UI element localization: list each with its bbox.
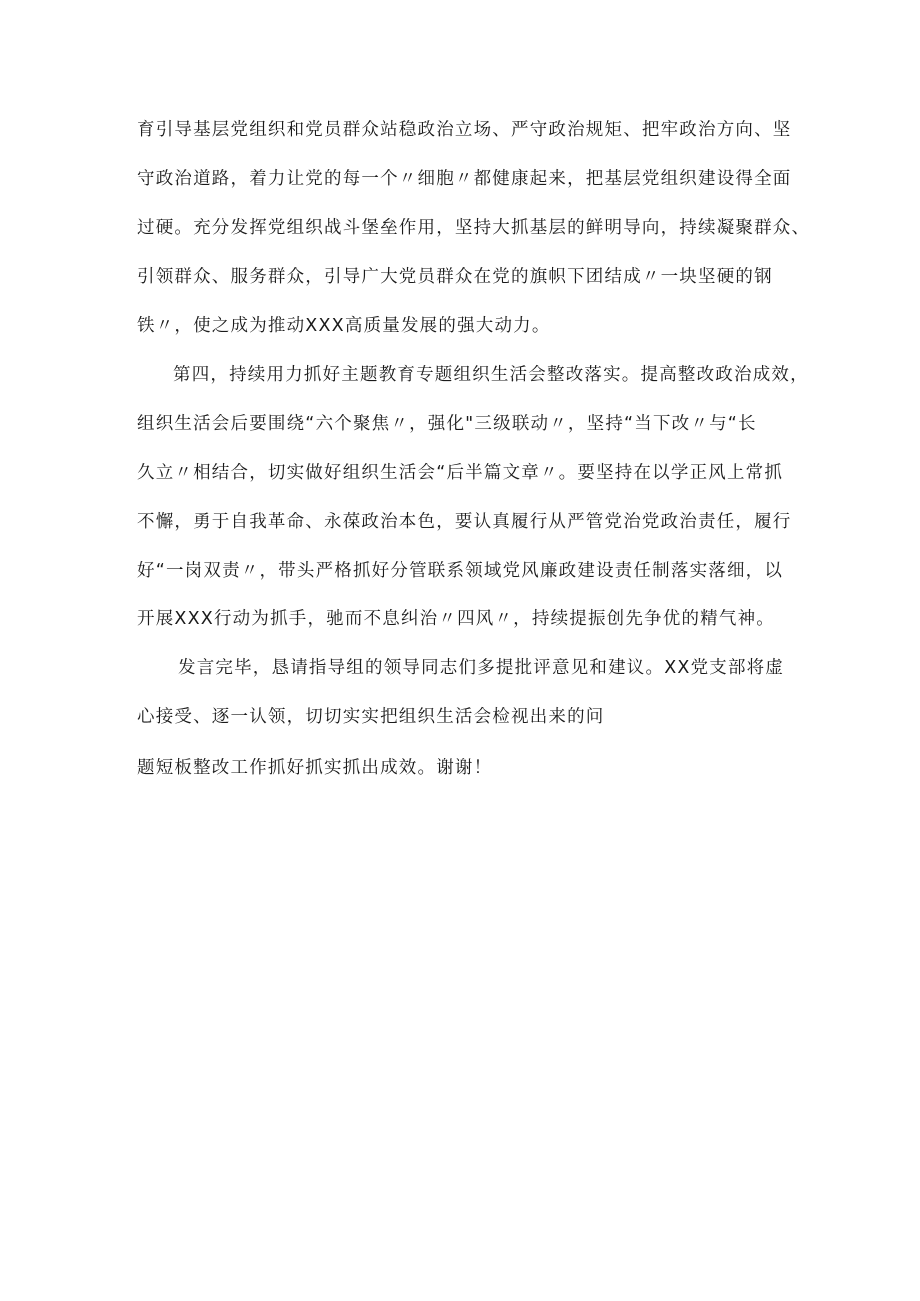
paragraph-line: 引领群众、服务群众，引导广大党员群众在党的旗帜下团结成〃一块坚硬的钢 — [137, 267, 773, 287]
paragraph-line: 组织生活会后要围绕“六个聚焦〃，强化"三级联动〃，坚持“当下改〃与“长 — [137, 414, 757, 434]
paragraph-line: 守政治道路，着力让党的每一个〃细胞〃都健康起来，把基层党组织建设得全面 — [137, 169, 792, 189]
paragraph-line: 好“一岗双责〃，带头严格抓好分管联系领域党风廉政建设责任制落实落细，以 — [137, 561, 784, 581]
paragraph-line: 不懈，勇于自我革命、永葆政治本色，要认真履行从严管党治党政治责任，履行 — [137, 512, 792, 532]
paragraph-line: 发言完毕，恳请指导组的领导同志们多提批评意见和建议。XX党支部将虚 — [178, 658, 785, 678]
paragraph-line: 开展XXX行动为抓手，驰而不息纠治〃四风〃，持续提振创先争优的精气神。 — [137, 609, 775, 629]
paragraph-line: 第四，持续用力抓好主题教育专题组织生活会整改落实。提高整改政治成效， — [173, 365, 809, 385]
paragraph-line: 久立〃相结合，切实做好组织生活会“后半篇文章〃。要坚持在以学正风上常抓 — [137, 463, 784, 483]
paragraph-line: 铁〃，使之成为推动XXX高质量发展的强大动力。 — [137, 316, 551, 336]
paragraph-line: 题短板整改工作抓好抓实抓出成效。谢谢！ — [137, 758, 493, 778]
paragraph-line: 育引导基层党组织和党员群众站稳政治立场、严守政治规矩、把牢政治方向、坚 — [137, 120, 792, 140]
paragraph-line: 心接受、逐一认领，切切实实把组织生活会检视出来的问 — [137, 707, 605, 727]
paragraph-line: 过硬。充分发挥党组织战斗堡垒作用，坚持大抓基层的鲜明导向，持续凝聚群众、 — [137, 218, 811, 238]
